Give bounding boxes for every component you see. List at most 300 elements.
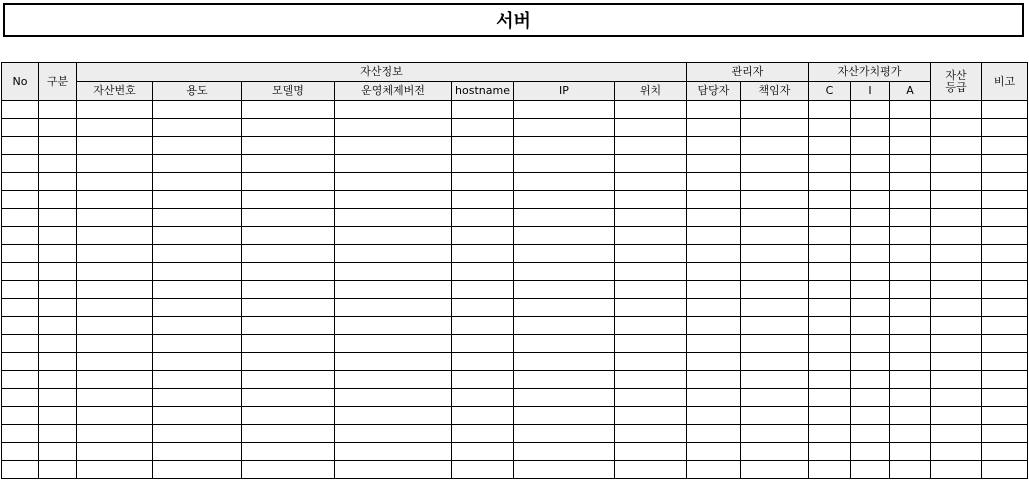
table-cell[interactable]	[514, 119, 615, 137]
table-cell[interactable]	[809, 209, 851, 227]
table-cell[interactable]	[931, 281, 982, 299]
table-cell[interactable]	[687, 389, 741, 407]
table-cell[interactable]	[982, 299, 1028, 317]
table-cell[interactable]	[982, 425, 1028, 443]
table-cell[interactable]	[851, 461, 890, 479]
table-cell[interactable]	[77, 299, 153, 317]
table-cell[interactable]	[687, 407, 741, 425]
table-cell[interactable]	[153, 281, 242, 299]
table-cell[interactable]	[39, 137, 77, 155]
table-cell[interactable]	[242, 461, 335, 479]
table-cell[interactable]	[2, 191, 39, 209]
table-cell[interactable]	[741, 227, 809, 245]
table-cell[interactable]	[77, 191, 153, 209]
table-cell[interactable]	[335, 173, 452, 191]
table-cell[interactable]	[2, 101, 39, 119]
table-cell[interactable]	[514, 137, 615, 155]
table-cell[interactable]	[153, 443, 242, 461]
table-cell[interactable]	[890, 407, 931, 425]
table-cell[interactable]	[153, 137, 242, 155]
table-cell[interactable]	[687, 371, 741, 389]
table-cell[interactable]	[39, 173, 77, 191]
table-cell[interactable]	[890, 155, 931, 173]
table-cell[interactable]	[514, 227, 615, 245]
table-cell[interactable]	[39, 353, 77, 371]
table-cell[interactable]	[39, 425, 77, 443]
table-cell[interactable]	[615, 191, 687, 209]
table-cell[interactable]	[335, 353, 452, 371]
table-cell[interactable]	[514, 443, 615, 461]
table-cell[interactable]	[741, 101, 809, 119]
table-cell[interactable]	[741, 461, 809, 479]
table-cell[interactable]	[335, 281, 452, 299]
table-cell[interactable]	[851, 101, 890, 119]
table-cell[interactable]	[2, 209, 39, 227]
table-cell[interactable]	[809, 317, 851, 335]
table-cell[interactable]	[851, 281, 890, 299]
table-cell[interactable]	[931, 209, 982, 227]
table-cell[interactable]	[741, 353, 809, 371]
table-cell[interactable]	[242, 191, 335, 209]
table-cell[interactable]	[335, 443, 452, 461]
table-cell[interactable]	[931, 173, 982, 191]
table-cell[interactable]	[687, 425, 741, 443]
table-cell[interactable]	[2, 281, 39, 299]
table-cell[interactable]	[452, 461, 514, 479]
table-cell[interactable]	[931, 299, 982, 317]
table-cell[interactable]	[153, 461, 242, 479]
table-cell[interactable]	[2, 137, 39, 155]
table-cell[interactable]	[77, 119, 153, 137]
table-cell[interactable]	[77, 371, 153, 389]
table-cell[interactable]	[982, 443, 1028, 461]
table-cell[interactable]	[77, 227, 153, 245]
table-cell[interactable]	[741, 389, 809, 407]
table-cell[interactable]	[77, 173, 153, 191]
table-cell[interactable]	[851, 173, 890, 191]
table-cell[interactable]	[2, 263, 39, 281]
table-cell[interactable]	[982, 263, 1028, 281]
table-cell[interactable]	[890, 461, 931, 479]
table-cell[interactable]	[242, 317, 335, 335]
table-cell[interactable]	[890, 227, 931, 245]
table-cell[interactable]	[982, 173, 1028, 191]
table-cell[interactable]	[39, 299, 77, 317]
table-cell[interactable]	[931, 191, 982, 209]
table-cell[interactable]	[687, 173, 741, 191]
table-cell[interactable]	[39, 389, 77, 407]
table-cell[interactable]	[242, 281, 335, 299]
table-cell[interactable]	[741, 317, 809, 335]
table-cell[interactable]	[809, 335, 851, 353]
table-cell[interactable]	[931, 137, 982, 155]
table-cell[interactable]	[77, 209, 153, 227]
table-cell[interactable]	[242, 371, 335, 389]
table-cell[interactable]	[452, 119, 514, 137]
table-cell[interactable]	[615, 227, 687, 245]
table-cell[interactable]	[687, 191, 741, 209]
table-cell[interactable]	[687, 281, 741, 299]
table-cell[interactable]	[890, 389, 931, 407]
table-cell[interactable]	[39, 191, 77, 209]
table-cell[interactable]	[514, 317, 615, 335]
table-cell[interactable]	[2, 155, 39, 173]
table-cell[interactable]	[809, 299, 851, 317]
table-cell[interactable]	[615, 371, 687, 389]
table-cell[interactable]	[741, 299, 809, 317]
table-cell[interactable]	[687, 209, 741, 227]
table-cell[interactable]	[982, 245, 1028, 263]
table-cell[interactable]	[514, 245, 615, 263]
table-cell[interactable]	[153, 263, 242, 281]
table-cell[interactable]	[452, 407, 514, 425]
table-cell[interactable]	[514, 353, 615, 371]
table-cell[interactable]	[615, 407, 687, 425]
table-cell[interactable]	[982, 335, 1028, 353]
table-cell[interactable]	[615, 317, 687, 335]
table-cell[interactable]	[741, 191, 809, 209]
table-cell[interactable]	[335, 317, 452, 335]
table-cell[interactable]	[39, 101, 77, 119]
table-cell[interactable]	[890, 425, 931, 443]
table-cell[interactable]	[335, 263, 452, 281]
table-cell[interactable]	[514, 299, 615, 317]
table-cell[interactable]	[851, 209, 890, 227]
table-cell[interactable]	[851, 335, 890, 353]
table-cell[interactable]	[2, 299, 39, 317]
table-cell[interactable]	[615, 263, 687, 281]
table-cell[interactable]	[931, 317, 982, 335]
table-cell[interactable]	[242, 119, 335, 137]
table-cell[interactable]	[335, 101, 452, 119]
table-cell[interactable]	[615, 173, 687, 191]
table-cell[interactable]	[982, 281, 1028, 299]
table-cell[interactable]	[687, 263, 741, 281]
table-cell[interactable]	[77, 443, 153, 461]
table-cell[interactable]	[931, 155, 982, 173]
table-cell[interactable]	[452, 371, 514, 389]
table-cell[interactable]	[2, 119, 39, 137]
table-cell[interactable]	[242, 299, 335, 317]
table-cell[interactable]	[890, 353, 931, 371]
table-cell[interactable]	[514, 389, 615, 407]
table-cell[interactable]	[77, 335, 153, 353]
table-cell[interactable]	[77, 407, 153, 425]
table-cell[interactable]	[615, 335, 687, 353]
table-cell[interactable]	[982, 407, 1028, 425]
table-cell[interactable]	[931, 101, 982, 119]
table-cell[interactable]	[77, 353, 153, 371]
table-cell[interactable]	[890, 317, 931, 335]
table-cell[interactable]	[809, 407, 851, 425]
table-cell[interactable]	[687, 245, 741, 263]
table-cell[interactable]	[242, 443, 335, 461]
table-cell[interactable]	[890, 101, 931, 119]
table-cell[interactable]	[809, 263, 851, 281]
table-cell[interactable]	[335, 209, 452, 227]
table-cell[interactable]	[741, 245, 809, 263]
table-cell[interactable]	[452, 101, 514, 119]
table-cell[interactable]	[335, 299, 452, 317]
table-cell[interactable]	[39, 263, 77, 281]
table-cell[interactable]	[77, 425, 153, 443]
table-cell[interactable]	[452, 335, 514, 353]
table-cell[interactable]	[809, 425, 851, 443]
table-cell[interactable]	[741, 119, 809, 137]
table-cell[interactable]	[890, 137, 931, 155]
table-cell[interactable]	[39, 317, 77, 335]
table-cell[interactable]	[39, 443, 77, 461]
table-cell[interactable]	[687, 119, 741, 137]
table-cell[interactable]	[452, 173, 514, 191]
table-cell[interactable]	[741, 173, 809, 191]
table-cell[interactable]	[452, 443, 514, 461]
table-cell[interactable]	[514, 173, 615, 191]
table-cell[interactable]	[687, 155, 741, 173]
table-cell[interactable]	[452, 317, 514, 335]
table-cell[interactable]	[687, 335, 741, 353]
table-cell[interactable]	[982, 371, 1028, 389]
table-cell[interactable]	[153, 209, 242, 227]
table-cell[interactable]	[741, 443, 809, 461]
table-cell[interactable]	[77, 461, 153, 479]
table-cell[interactable]	[931, 443, 982, 461]
table-cell[interactable]	[242, 425, 335, 443]
table-cell[interactable]	[153, 299, 242, 317]
table-cell[interactable]	[687, 101, 741, 119]
table-cell[interactable]	[452, 425, 514, 443]
table-cell[interactable]	[335, 461, 452, 479]
table-cell[interactable]	[335, 425, 452, 443]
table-cell[interactable]	[514, 371, 615, 389]
table-cell[interactable]	[452, 389, 514, 407]
table-cell[interactable]	[242, 263, 335, 281]
table-cell[interactable]	[931, 425, 982, 443]
table-cell[interactable]	[335, 245, 452, 263]
table-cell[interactable]	[153, 353, 242, 371]
table-cell[interactable]	[890, 191, 931, 209]
table-cell[interactable]	[615, 101, 687, 119]
table-cell[interactable]	[851, 137, 890, 155]
table-cell[interactable]	[514, 461, 615, 479]
table-cell[interactable]	[39, 155, 77, 173]
table-cell[interactable]	[2, 371, 39, 389]
table-cell[interactable]	[335, 335, 452, 353]
table-cell[interactable]	[687, 317, 741, 335]
table-cell[interactable]	[890, 281, 931, 299]
table-cell[interactable]	[809, 371, 851, 389]
table-cell[interactable]	[931, 227, 982, 245]
table-cell[interactable]	[39, 371, 77, 389]
table-cell[interactable]	[890, 371, 931, 389]
table-cell[interactable]	[890, 335, 931, 353]
table-cell[interactable]	[39, 281, 77, 299]
table-cell[interactable]	[452, 137, 514, 155]
table-cell[interactable]	[242, 209, 335, 227]
table-cell[interactable]	[687, 137, 741, 155]
table-cell[interactable]	[242, 335, 335, 353]
table-cell[interactable]	[2, 335, 39, 353]
table-cell[interactable]	[514, 335, 615, 353]
table-cell[interactable]	[851, 371, 890, 389]
table-cell[interactable]	[242, 173, 335, 191]
table-cell[interactable]	[890, 173, 931, 191]
table-cell[interactable]	[77, 263, 153, 281]
table-cell[interactable]	[687, 443, 741, 461]
table-cell[interactable]	[153, 227, 242, 245]
table-cell[interactable]	[335, 371, 452, 389]
table-cell[interactable]	[809, 461, 851, 479]
table-cell[interactable]	[2, 173, 39, 191]
table-cell[interactable]	[890, 263, 931, 281]
table-cell[interactable]	[242, 245, 335, 263]
table-cell[interactable]	[809, 101, 851, 119]
table-cell[interactable]	[335, 389, 452, 407]
table-cell[interactable]	[242, 407, 335, 425]
table-cell[interactable]	[2, 407, 39, 425]
table-cell[interactable]	[153, 425, 242, 443]
table-cell[interactable]	[687, 353, 741, 371]
table-cell[interactable]	[39, 119, 77, 137]
table-cell[interactable]	[982, 101, 1028, 119]
table-cell[interactable]	[242, 353, 335, 371]
table-cell[interactable]	[242, 389, 335, 407]
table-cell[interactable]	[890, 443, 931, 461]
table-cell[interactable]	[809, 191, 851, 209]
table-cell[interactable]	[2, 443, 39, 461]
table-cell[interactable]	[741, 263, 809, 281]
table-cell[interactable]	[615, 353, 687, 371]
table-cell[interactable]	[851, 353, 890, 371]
table-cell[interactable]	[851, 317, 890, 335]
table-cell[interactable]	[741, 281, 809, 299]
table-cell[interactable]	[809, 353, 851, 371]
table-cell[interactable]	[39, 227, 77, 245]
table-cell[interactable]	[2, 425, 39, 443]
table-cell[interactable]	[890, 119, 931, 137]
table-cell[interactable]	[153, 389, 242, 407]
table-cell[interactable]	[851, 245, 890, 263]
table-cell[interactable]	[153, 173, 242, 191]
table-cell[interactable]	[2, 461, 39, 479]
table-cell[interactable]	[741, 137, 809, 155]
table-cell[interactable]	[809, 245, 851, 263]
table-cell[interactable]	[452, 191, 514, 209]
table-cell[interactable]	[452, 245, 514, 263]
table-cell[interactable]	[809, 281, 851, 299]
table-cell[interactable]	[982, 227, 1028, 245]
table-cell[interactable]	[687, 227, 741, 245]
table-cell[interactable]	[39, 461, 77, 479]
table-cell[interactable]	[242, 101, 335, 119]
table-cell[interactable]	[851, 443, 890, 461]
table-cell[interactable]	[931, 389, 982, 407]
table-cell[interactable]	[615, 137, 687, 155]
table-cell[interactable]	[2, 245, 39, 263]
table-cell[interactable]	[687, 299, 741, 317]
table-cell[interactable]	[452, 353, 514, 371]
table-cell[interactable]	[514, 281, 615, 299]
table-cell[interactable]	[615, 281, 687, 299]
table-cell[interactable]	[2, 353, 39, 371]
table-cell[interactable]	[77, 281, 153, 299]
table-cell[interactable]	[741, 407, 809, 425]
table-cell[interactable]	[452, 263, 514, 281]
table-cell[interactable]	[153, 407, 242, 425]
table-cell[interactable]	[615, 443, 687, 461]
table-cell[interactable]	[931, 407, 982, 425]
table-cell[interactable]	[153, 101, 242, 119]
table-cell[interactable]	[514, 263, 615, 281]
table-cell[interactable]	[741, 371, 809, 389]
table-cell[interactable]	[77, 155, 153, 173]
table-cell[interactable]	[809, 137, 851, 155]
table-cell[interactable]	[335, 137, 452, 155]
table-cell[interactable]	[153, 245, 242, 263]
table-cell[interactable]	[982, 209, 1028, 227]
table-cell[interactable]	[851, 119, 890, 137]
table-cell[interactable]	[982, 461, 1028, 479]
table-cell[interactable]	[982, 353, 1028, 371]
table-cell[interactable]	[809, 443, 851, 461]
table-cell[interactable]	[615, 389, 687, 407]
table-cell[interactable]	[514, 191, 615, 209]
table-cell[interactable]	[77, 101, 153, 119]
table-cell[interactable]	[890, 209, 931, 227]
table-cell[interactable]	[153, 191, 242, 209]
table-cell[interactable]	[335, 227, 452, 245]
table-cell[interactable]	[809, 155, 851, 173]
table-cell[interactable]	[931, 371, 982, 389]
table-cell[interactable]	[242, 227, 335, 245]
table-cell[interactable]	[615, 155, 687, 173]
table-cell[interactable]	[809, 227, 851, 245]
table-cell[interactable]	[242, 155, 335, 173]
table-cell[interactable]	[851, 299, 890, 317]
table-cell[interactable]	[153, 335, 242, 353]
table-cell[interactable]	[2, 227, 39, 245]
table-cell[interactable]	[982, 191, 1028, 209]
table-cell[interactable]	[931, 335, 982, 353]
table-cell[interactable]	[452, 227, 514, 245]
table-cell[interactable]	[982, 137, 1028, 155]
table-cell[interactable]	[851, 407, 890, 425]
table-cell[interactable]	[687, 461, 741, 479]
table-cell[interactable]	[851, 425, 890, 443]
table-cell[interactable]	[514, 425, 615, 443]
table-cell[interactable]	[982, 389, 1028, 407]
table-cell[interactable]	[741, 209, 809, 227]
table-cell[interactable]	[514, 407, 615, 425]
table-cell[interactable]	[931, 119, 982, 137]
table-cell[interactable]	[77, 389, 153, 407]
table-cell[interactable]	[931, 461, 982, 479]
table-cell[interactable]	[851, 227, 890, 245]
table-cell[interactable]	[153, 371, 242, 389]
table-cell[interactable]	[931, 353, 982, 371]
table-cell[interactable]	[514, 209, 615, 227]
table-cell[interactable]	[890, 299, 931, 317]
table-cell[interactable]	[153, 119, 242, 137]
table-cell[interactable]	[452, 155, 514, 173]
table-cell[interactable]	[982, 119, 1028, 137]
table-cell[interactable]	[452, 299, 514, 317]
table-cell[interactable]	[890, 245, 931, 263]
table-cell[interactable]	[982, 155, 1028, 173]
table-cell[interactable]	[39, 209, 77, 227]
table-cell[interactable]	[452, 209, 514, 227]
table-cell[interactable]	[931, 263, 982, 281]
